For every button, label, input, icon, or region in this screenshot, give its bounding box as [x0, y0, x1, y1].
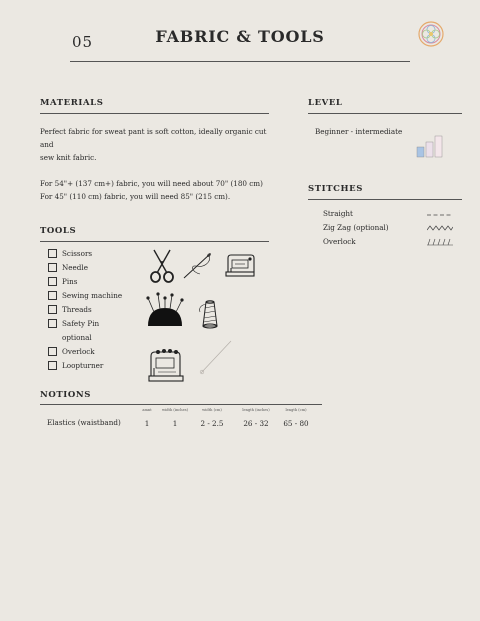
col-length-inches: length (inches) [242, 408, 270, 412]
level-bars-icon [416, 134, 444, 158]
page-title: FABRIC & TOOLS [155, 27, 325, 46]
mandala-logo-icon [418, 21, 444, 47]
stitch-overlock: Overlock [323, 235, 453, 249]
tool-item-loopturner[interactable]: Loopturner [48, 359, 138, 373]
notion-length-inches: 26 - 32 [243, 419, 269, 428]
checkbox[interactable] [48, 277, 57, 286]
materials-text [40, 125, 280, 203]
sewing-machine-icon [224, 252, 256, 278]
tool-item-scissors[interactable]: Scissors [48, 247, 138, 261]
table-row [47, 418, 327, 432]
tool-item-threads[interactable]: Threads [48, 303, 138, 317]
checkbox[interactable] [48, 347, 57, 356]
materials-heading: MATERIALS [40, 98, 104, 108]
pincushion-icon [144, 292, 186, 330]
materials-divider [40, 113, 269, 114]
col-width-inches: width (inches) [162, 408, 188, 412]
notions-divider [40, 404, 322, 405]
tool-item-needle[interactable]: Needle [48, 261, 138, 275]
stitch-zigzag: Zig Zag (optional) [323, 221, 453, 235]
notion-width-inches: 1 [172, 419, 178, 428]
checkbox[interactable] [48, 291, 57, 300]
scissors-icon [148, 248, 176, 284]
tool-item-sewing-machine[interactable]: Sewing machine [48, 289, 138, 303]
notions-heading: NOTIONS [40, 390, 91, 400]
checkbox[interactable] [48, 263, 57, 272]
notion-length-cm: 65 - 80 [283, 419, 309, 428]
tools-heading: TOOLS [40, 226, 77, 236]
stitches-heading: STITCHES [308, 184, 363, 194]
level-divider [308, 113, 462, 114]
notion-name: Elastics (waistband) [47, 418, 121, 427]
stitches-divider [308, 199, 462, 200]
checkbox[interactable] [48, 319, 57, 328]
checkbox[interactable] [48, 361, 57, 370]
loopturner-icon [198, 338, 234, 376]
level-value: Beginner - intermediate [315, 127, 403, 136]
tool-item-optional-note: optional [62, 333, 92, 342]
checkbox[interactable] [48, 305, 57, 314]
col-width-cm: width (cm) [202, 408, 222, 412]
tool-item-overlock[interactable]: Overlock [48, 345, 138, 359]
notion-width-cm: 2 - 2.5 [200, 419, 224, 428]
stitch-straight: Straight [323, 207, 453, 221]
straight-stitch-icon [427, 211, 453, 217]
page-number: 05 [72, 33, 94, 51]
title-divider [70, 61, 410, 62]
materials-line-4: For 45" (110 cm) fabric, you will need 85" (215 cm). [40, 192, 231, 201]
tool-item-pins[interactable]: Pins [48, 275, 138, 289]
level-heading: LEVEL [308, 98, 343, 108]
materials-line-1: Perfect fabric for sweat pant is soft cotton, ideally organic cut and [40, 127, 267, 149]
materials-line-3: For 54"+ (137 cm+) fabric, you will need about 70" (180 cm) [40, 179, 263, 188]
stitches-list [323, 207, 453, 249]
tools-checklist [48, 247, 138, 373]
overlock-machine-icon [146, 348, 186, 384]
col-length-cm: length (cm) [285, 408, 307, 412]
col-amount: amnt [142, 408, 152, 412]
overlock-stitch-icon [427, 238, 453, 246]
tools-divider [40, 241, 269, 242]
checkbox[interactable] [48, 249, 57, 258]
materials-line-2: sew knit fabric. [40, 153, 97, 162]
zigzag-stitch-icon [427, 224, 453, 232]
tool-item-safety-pin[interactable]: Safety Pin [48, 317, 138, 331]
thread-spool-icon [196, 296, 222, 330]
needle-thread-icon [182, 250, 214, 280]
notion-amount: 1 [144, 419, 150, 428]
